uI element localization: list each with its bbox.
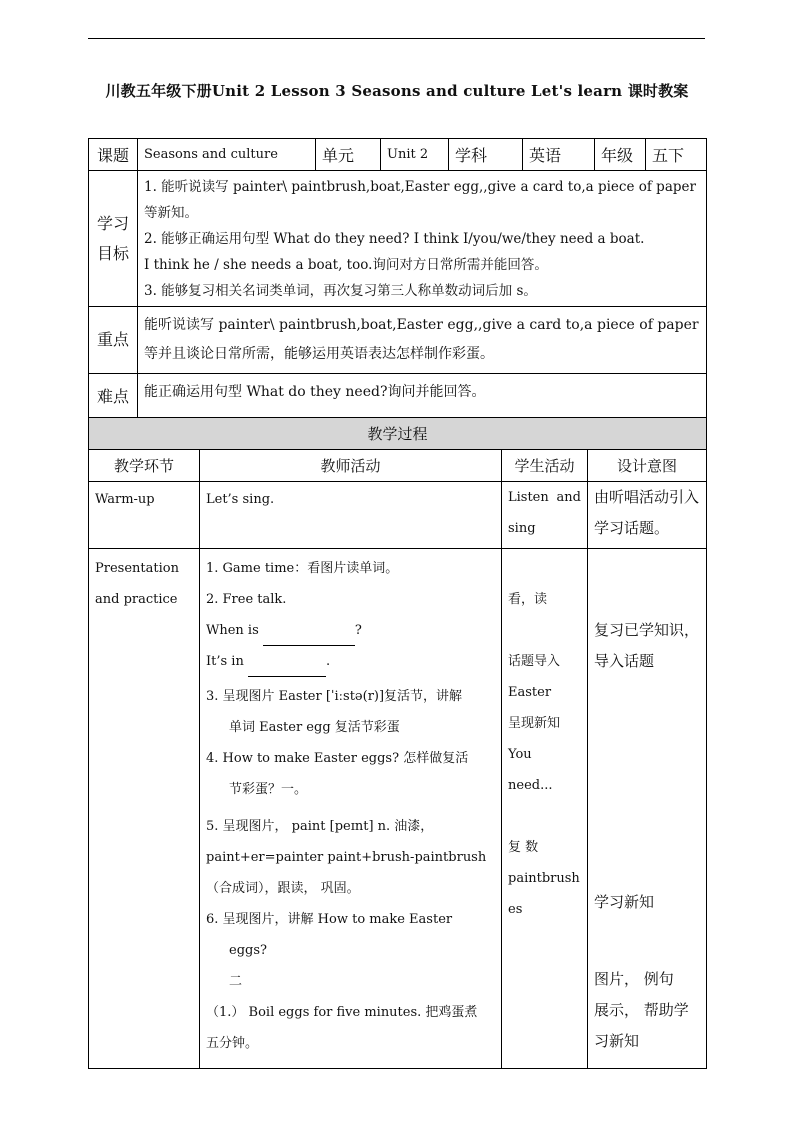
difficult-point-label: 难点 <box>89 374 138 421</box>
warmup-student-word: sing <box>508 521 536 536</box>
warmup-student-word: and <box>556 490 581 505</box>
student-activity: 话题导入 <box>508 654 561 669</box>
teacher-step-cont: 单词 Easter egg 复活节彩蛋 <box>229 720 400 735</box>
header-stage: 教学环节 <box>89 450 200 482</box>
topic-value: Seasons and culture <box>138 139 316 171</box>
key-point-label: 重点 <box>89 307 138 374</box>
design-intent: 导入话题 <box>594 652 655 670</box>
student-activity: es <box>508 902 523 917</box>
presentation-teacher <box>200 549 502 1069</box>
teacher-step-cont: 节彩蛋？一。 <box>229 782 308 797</box>
teacher-step: 1. Game time：看图片读单词。 <box>206 561 399 576</box>
header-student: 学生活动 <box>502 450 588 482</box>
design-intent: 展示， 帮助学 <box>594 1001 689 1019</box>
teacher-step: 6. 呈现图片，讲解 How to make Easter <box>206 912 453 927</box>
subject-label: 学科 <box>449 139 523 171</box>
teacher-step-cont: 二 <box>229 974 243 989</box>
blank-suffix: . <box>325 654 331 669</box>
student-activity: need... <box>508 778 553 793</box>
teacher-step: 3. 呈现图片 Easter [ˈiːstə(r)]复活节，讲解 <box>206 689 463 704</box>
warmup-design: 由听唱活动引入学习话题。 <box>588 482 707 549</box>
document-title: 川教五年级下册Unit 2 Lesson 3 Seasons and culture Let's learn 课时教案 <box>105 82 689 100</box>
fill-blank <box>263 631 355 646</box>
teacher-step-cont: eggs? <box>229 943 267 958</box>
teacher-step: （1.） Boil eggs for five minutes. 把鸡蛋煮 <box>206 1005 478 1020</box>
student-activity: 复 数 <box>508 840 539 855</box>
goals-label-line-2: 目标 <box>96 243 129 263</box>
teacher-step-cont: 五分钟。 <box>206 1036 259 1051</box>
stage-line: and practice <box>95 592 178 607</box>
goal-item: 2. 能够正确运用句型 What do they need? I think I/you/we/they need a boat. <box>144 231 645 247</box>
presentation-design <box>588 549 707 1069</box>
warmup-teacher: Let’s sing. <box>200 482 502 549</box>
grade-label: 年级 <box>595 139 646 171</box>
blank-suffix: ? <box>354 623 362 638</box>
goals-label <box>89 171 138 307</box>
design-intent: 习新知 <box>594 1032 640 1050</box>
topic-label: 课题 <box>89 139 138 171</box>
teacher-step: 2. Free talk. <box>206 592 287 607</box>
student-activity: You <box>508 747 532 762</box>
student-activity: 看，读 <box>508 592 548 607</box>
fill-blank <box>248 662 326 677</box>
unit-label: 单元 <box>316 139 381 171</box>
student-activity: Easter <box>508 685 552 700</box>
teaching-process-table <box>88 417 707 1069</box>
teacher-step-cont: （合成词），跟读， 巩固。 <box>206 881 360 896</box>
warmup-student-word: Listen <box>508 490 549 505</box>
grade-value: 五下 <box>646 139 707 171</box>
goal-item: 3. 能够复习相关名词类单词，再次复习第三人称单数动词后加 s。 <box>144 283 537 299</box>
teacher-blank-line <box>206 646 495 677</box>
learning-goals <box>138 171 707 307</box>
difficult-point-value: 能正确运用句型 What do they need?询问并能回答。 <box>138 374 707 421</box>
goal-item: 1. 能听说读写 painter\ paintbrush,boat,Easter egg,,give a card to,a piece of paper 等新知。 <box>144 179 696 221</box>
presentation-student <box>502 549 588 1069</box>
design-intent: 学习新知 <box>594 893 655 911</box>
teacher-step: 4. How to make Easter eggs? 怎样做复活 <box>206 751 469 766</box>
blank-prompt: It’s in <box>206 654 248 669</box>
teacher-step-cont: paint+er=painter paint+brush-paintbrush <box>206 850 487 865</box>
header-design: 设计意图 <box>588 450 707 482</box>
blank-prompt: When is <box>206 623 263 638</box>
goals-label-line-1: 学习 <box>96 213 129 233</box>
warmup-stage: Warm-up <box>89 482 200 549</box>
header-teacher: 教师活动 <box>200 450 502 482</box>
header-rule <box>88 38 705 39</box>
design-intent: 图片， 例句 <box>594 970 674 988</box>
goal-item: I think he / she needs a boat, too.询问对方日常所需并能回答。 <box>144 257 548 273</box>
unit-value: Unit 2 <box>381 139 449 171</box>
student-activity: 呈现新知 <box>508 716 561 731</box>
stage-line: Presentation <box>95 561 179 576</box>
student-activity: paintbrush <box>508 871 580 886</box>
design-intent: 复习已学知识， <box>594 621 700 639</box>
key-point-value: 能听说读写 painter\ paintbrush,boat,Easter egg,,give a card to,a piece of paper等并且谈论日常所需，能够运用英语表达怎样制作彩蛋。 <box>138 307 707 374</box>
subject-value: 英语 <box>523 139 595 171</box>
presentation-stage <box>89 549 200 1069</box>
lesson-info-table <box>88 138 707 421</box>
process-band-title: 教学过程 <box>89 418 707 450</box>
teacher-step: 5. 呈现图片， paint [peɪnt] n. 油漆， <box>206 819 434 834</box>
teacher-blank-line <box>206 615 495 646</box>
warmup-student <box>502 482 588 549</box>
